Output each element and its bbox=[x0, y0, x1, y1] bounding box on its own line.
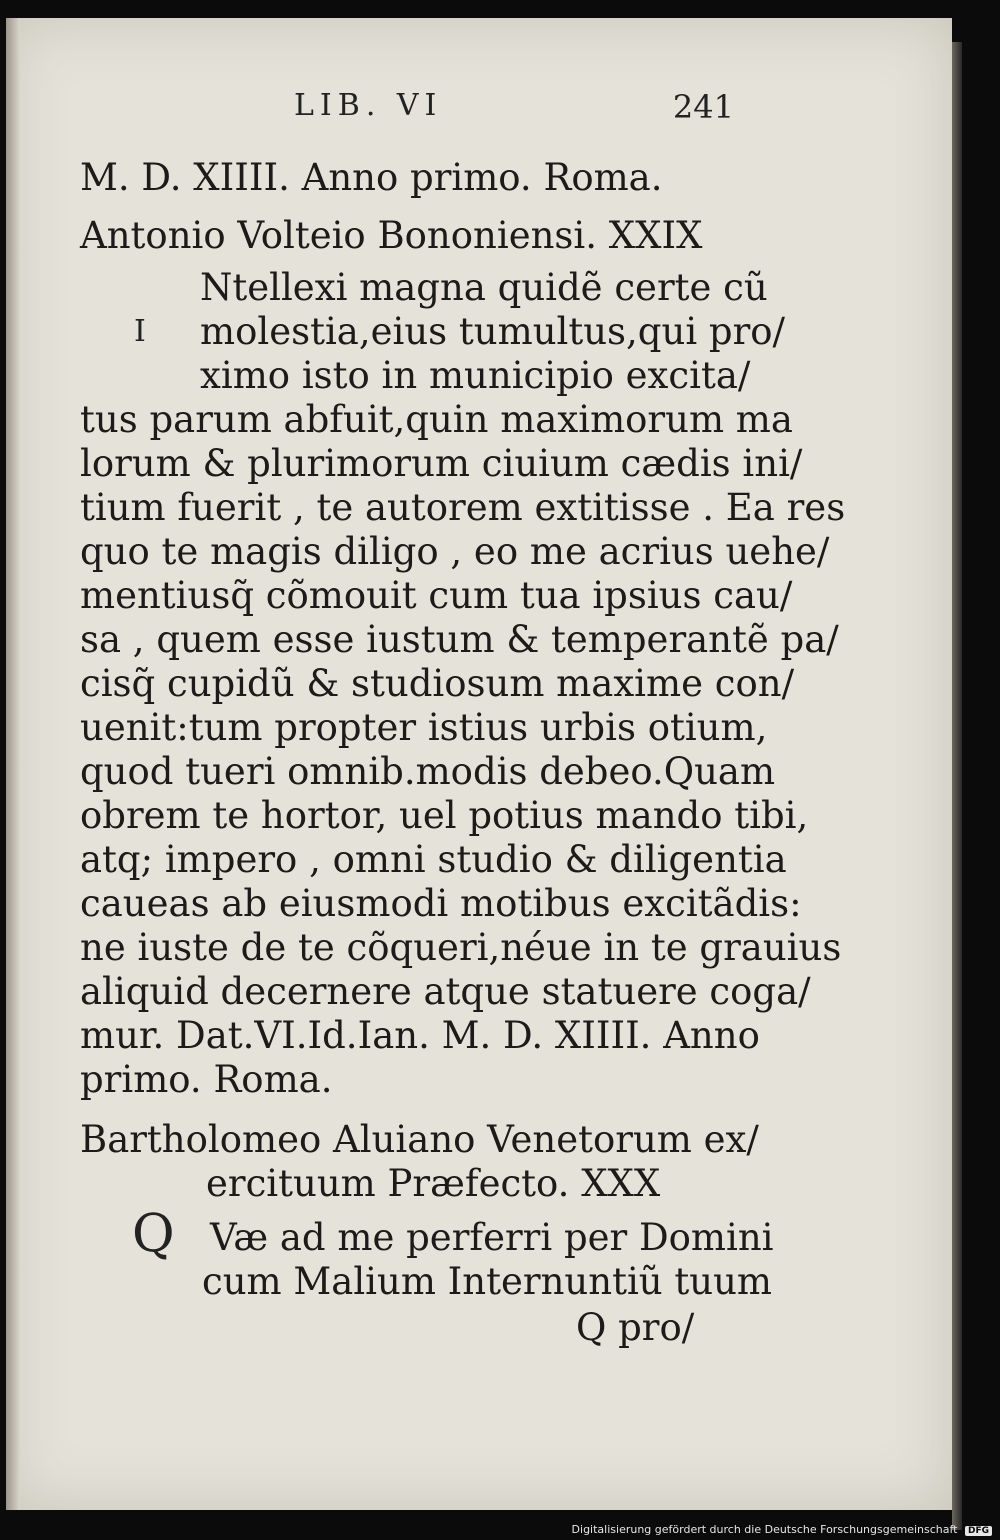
page-spine bbox=[6, 18, 20, 1510]
text-line-1: M. D. XIIII. Anno primo. Roma. bbox=[80, 156, 663, 199]
text-line-9: quo te magis diligo , eo me acrius uehe/ bbox=[80, 530, 830, 573]
text-line-10: mentiusq̃ cõmouit cum tua ipsius cau/ bbox=[80, 574, 793, 617]
margin-initial-i: I bbox=[134, 314, 146, 349]
page-edge-shadow bbox=[952, 42, 962, 1530]
text-line-13: uenit:tum propter istius urbis otium, bbox=[80, 706, 768, 749]
footer-credit-text: Digitalisierung gefördert durch die Deutsche Forschungsgemeinschaft bbox=[571, 1523, 958, 1536]
margin-initial-q: Q bbox=[132, 1204, 175, 1264]
text-line-24: Væ ad me perferri per Domini bbox=[210, 1216, 774, 1259]
text-line-4: molestia,eius tumultus,qui pro/ bbox=[200, 310, 786, 353]
text-line-16: atq; impero , omni studio & diligentia bbox=[80, 838, 787, 881]
text-line-18: ne iuste de te cõqueri,néue in te grauius bbox=[80, 926, 842, 969]
running-title: LIB. VI bbox=[294, 88, 443, 123]
text-line-15: obrem te hortor, uel potius mando tibi, bbox=[80, 794, 809, 837]
catchword: Q pro/ bbox=[576, 1306, 695, 1349]
text-line-7: lorum & plurimorum ciuium cædis ini/ bbox=[80, 442, 803, 485]
text-line-5: ximo isto in municipio excita/ bbox=[200, 354, 751, 397]
text-line-17: caueas ab eiusmodi motibus excitãdis: bbox=[80, 882, 802, 925]
footer-credit bbox=[572, 1523, 992, 1536]
text-line-6: tus parum abfuit,quin maximorum ma bbox=[80, 398, 793, 441]
text-line-20: mur. Dat.VI.Id.Ian. M. D. XIIII. Anno bbox=[80, 1014, 760, 1057]
text-line-11: sa , quem esse iustum & temperantẽ pa/ bbox=[80, 618, 839, 661]
text-line-23: ercituum Præfecto. XXX bbox=[206, 1162, 661, 1205]
text-line-8: tium fuerit , te autorem extitisse . Ea res bbox=[80, 486, 846, 529]
text-line-22: Bartholomeo Aluiano Venetorum ex/ bbox=[80, 1118, 759, 1161]
dfg-logo: DFG bbox=[965, 1526, 992, 1536]
text-line-21: primo. Roma. bbox=[80, 1058, 333, 1101]
folio-number: 241 bbox=[672, 88, 734, 126]
text-line-3: Ntellexi magna quidẽ certe cũ bbox=[200, 266, 768, 309]
text-line-12: cisq̃ cupidũ & studiosum maxime con/ bbox=[80, 662, 795, 705]
book-page bbox=[6, 18, 952, 1510]
text-line-19: aliquid decernere atque statuere coga/ bbox=[80, 970, 811, 1013]
text-line-14: quod tueri omnib.modis debeo.Quam bbox=[80, 750, 776, 793]
text-line-2: Antonio Volteio Bononiensi. XXIX bbox=[80, 214, 703, 257]
text-line-25: cum Malium Internuntiũ tuum bbox=[202, 1260, 772, 1303]
